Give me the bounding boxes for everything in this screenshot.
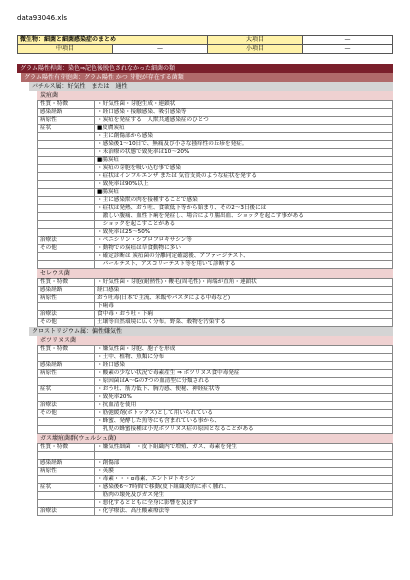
row-key: 病原性 (38, 117, 95, 125)
table-row (38, 394, 393, 402)
table-row (38, 213, 393, 221)
row-value: ・動物での炭疽は草食動物に多い (95, 245, 393, 253)
table-row (38, 149, 393, 157)
row-key: 病原性 (38, 468, 95, 476)
row-key (38, 229, 95, 237)
perfringens-table (37, 443, 393, 516)
anthrax-table (37, 100, 393, 269)
row-value: ・感染後6〜7時間で移動(皮下組織炎的に赤く腫れ、 (95, 484, 393, 492)
band-clostridium: クロストリジウム属：偏性嫌気性 (29, 327, 393, 336)
row-value: ・経口感染・接触感染、吸引感染等 (95, 109, 393, 117)
row-value: ・英膜 (95, 468, 393, 476)
row-value: ■皮膚炭疽 (95, 125, 393, 133)
row-value: ・嫌気性菌・芽胞、胞子を形成 (95, 346, 393, 354)
sheet-title: 微生物：細菌と細菌感染症のまとめ (18, 36, 208, 45)
table-row (38, 287, 393, 295)
row-key (38, 426, 95, 434)
row-key: 治療法 (38, 237, 95, 245)
row-key (38, 133, 95, 141)
row-value: ショックを起こすことがある (95, 221, 393, 229)
row-value: ・化学療法、高圧酸素療法等 (95, 508, 393, 516)
row-value: ・蜂蜜、発酵した魚等にも含まれている事から、 (95, 418, 393, 426)
row-key: その他 (38, 245, 95, 253)
table-row (38, 141, 393, 149)
row-key (38, 500, 95, 508)
row-key (38, 189, 95, 197)
table-row (38, 386, 393, 394)
row-value: ・致死率は90%以上 (95, 181, 393, 189)
row-key: その他 (38, 319, 95, 327)
row-value: 土壌等自然環境に広く分布。野菜、穀物を汚染する (95, 319, 393, 327)
row-value: ・炭疽を発症する 人獣共通感染症のひとつ (95, 117, 393, 125)
row-key: 症状 (38, 386, 95, 394)
row-key: 性質・特徴 (38, 101, 95, 109)
row-value: ・感染後1〜10日で、無痛及び小さな掻痒性の丘疹を発症。 (95, 141, 393, 149)
table-row (38, 452, 393, 460)
row-value: 下痢毒 (95, 303, 393, 311)
row-value: ・主に感染獣の肉を接種することで感染 (95, 197, 393, 205)
header-table (17, 35, 393, 54)
row-value: ■腸炭疽 (95, 189, 393, 197)
table-row (38, 101, 393, 109)
row-value: ・おう吐、筋力低下、胸力感、便秘、神経症状等 (95, 386, 393, 394)
band-gram-positive: グラム陽性桿菌：染色⇒記色後脱色されなかった細菌の類 (17, 64, 393, 73)
table-row (38, 426, 393, 434)
table-row (38, 402, 393, 410)
table-row (38, 279, 393, 287)
row-key (38, 354, 95, 362)
row-key (38, 149, 95, 157)
table-row (38, 508, 393, 516)
row-value: ・致死率は25〜50% (95, 229, 393, 237)
row-key: 症状 (38, 125, 95, 133)
row-key: 治療法 (38, 311, 95, 319)
row-value: ・致死率20% (95, 394, 393, 402)
row-key (38, 394, 95, 402)
row-value: ・抗血清を使用 (95, 402, 393, 410)
row-key: その他 (38, 410, 95, 418)
small-item-label: 小項目 (208, 45, 303, 54)
row-value: 乳児の蜂蜜接種は小児ボツリヌス症の原因となることがある (95, 426, 393, 434)
table-row (38, 476, 393, 484)
row-key (38, 418, 95, 426)
table-row (38, 189, 393, 197)
row-value: 経口感染 (95, 287, 393, 295)
table-row (38, 253, 393, 261)
table-row (38, 362, 393, 370)
table-row (38, 346, 393, 354)
row-key: 感染経路 (38, 460, 95, 468)
table-row (38, 319, 393, 327)
table-row (38, 492, 393, 500)
row-value: おう吐毒(日本で主流、米飯やパスタによる中毒など) (95, 295, 393, 303)
row-key (38, 197, 95, 205)
row-key (38, 476, 95, 484)
band-botulinum: ボツリヌス菌 (37, 336, 393, 345)
row-key: 性質・特徴 (38, 279, 95, 287)
botulinum-table (37, 345, 393, 434)
row-key (38, 261, 95, 269)
table-row (38, 410, 393, 418)
row-value: 激しい腹痛、血性下痢を発症し、場合により腸出血、ショックを起こす事がある (95, 213, 393, 221)
table-row (38, 109, 393, 117)
row-key (38, 181, 95, 189)
band-spore-forming: グラム陽性有芽胞菌：グラム陽性 かつ 芽胞が存在する菌類 (21, 73, 393, 82)
row-value: ・確定診断は 炭疽菌の分離同定確認後、アファージテスト、 (95, 253, 393, 261)
row-value: ・創傷部 (95, 460, 393, 468)
band-cereus: セレウス菌 (37, 269, 393, 278)
row-value: ・経口感染 (95, 362, 393, 370)
row-value: ・症状は発熱、おう吐、食欲低下等から始まり、その2〜3日後には (95, 205, 393, 213)
table-row (38, 484, 393, 492)
table-row (38, 468, 393, 476)
row-key (38, 165, 95, 173)
row-value: ・炭疽の芽胞を吸い込む事で感染 (95, 165, 393, 173)
row-key (38, 303, 95, 311)
cereus-table (37, 278, 393, 327)
row-key (38, 253, 95, 261)
row-key: 感染経路 (38, 362, 95, 370)
mid-item-label: 中項目 (18, 45, 113, 54)
table-row (38, 117, 393, 125)
table-row (38, 173, 393, 181)
table-row (38, 181, 393, 189)
row-key: 治療法 (38, 402, 95, 410)
row-value (95, 452, 393, 460)
row-value: ・原因菌はA〜Gの7つの血清型に分類される (95, 378, 393, 386)
table-row (38, 370, 393, 378)
table-row (38, 303, 393, 311)
row-key (38, 452, 95, 460)
table-row (38, 229, 393, 237)
table-row (38, 237, 393, 245)
row-value: ・悪化するとともに全身に影響を及ぼす (95, 500, 393, 508)
row-key: 病原性 (38, 295, 95, 303)
row-value: ・酸素の少ない状況で毒素産生 ⇒ ボツリヌス食中毒発症 (95, 370, 393, 378)
table-row (38, 165, 393, 173)
table-row (38, 221, 393, 229)
row-key (38, 378, 95, 386)
row-value: ・ペニシリン・シプロフロキサシン等 (95, 237, 393, 245)
row-value: ・主に創傷部から感染 (95, 133, 393, 141)
row-key: 治療法 (38, 508, 95, 516)
row-key: 性質・特徴 (38, 444, 95, 452)
row-value: ■腸炭疽 (95, 157, 393, 165)
band-bacillus: バチルス属：好気性 または 通性 (29, 82, 393, 91)
row-value: ・好気性菌・芽胞生成・連鎖状 (95, 101, 393, 109)
table-row (38, 418, 393, 426)
row-key (38, 157, 95, 165)
large-item-value: — (303, 36, 393, 45)
table-row (38, 205, 393, 213)
row-value: 食中毒・おう吐・下痢 (95, 311, 393, 319)
row-key (38, 173, 95, 181)
row-key: 症状 (38, 484, 95, 492)
row-value: ・筋弛緩剤(ボトックス)として用いられている (95, 410, 393, 418)
mid-item-value: — (113, 45, 208, 54)
row-key: 病原性 (38, 370, 95, 378)
row-key (38, 492, 95, 500)
row-value: ・嫌気性細菌 ・皮下組織内で増殖、ガス、毒素を発生 (95, 444, 393, 452)
small-item-value: — (303, 45, 393, 54)
row-key (38, 213, 95, 221)
row-value: ・未治療の状態で致死率は10〜20% (95, 149, 393, 157)
table-row (38, 261, 393, 269)
table-row (38, 157, 393, 165)
table-row (38, 295, 393, 303)
table-row (38, 245, 393, 253)
table-row (38, 125, 393, 133)
table-row (38, 197, 393, 205)
table-row (38, 460, 393, 468)
file-name: data93046.xls (17, 14, 67, 22)
row-value: ・土中、植物、魚類に分布 (95, 354, 393, 362)
row-value: 筋肉の壊死及びガス発生 (95, 492, 393, 500)
row-value: ・症状はインフルエンザ または 気管支炎のような症状を発する (95, 173, 393, 181)
table-row (38, 378, 393, 386)
table-row (38, 133, 393, 141)
large-item-label: 大項目 (208, 36, 303, 45)
sheet (17, 35, 393, 516)
table-row (38, 354, 393, 362)
row-value: ・好気性菌・芽胞(耐熱性)・鞭毛(周毛性)・両端が直角・連鎖状 (95, 279, 393, 287)
row-key: 感染経路 (38, 287, 95, 295)
table-row (38, 444, 393, 452)
table-row (38, 500, 393, 508)
row-key: 性質・特徴 (38, 346, 95, 354)
row-key: 感染経路 (38, 109, 95, 117)
row-value: ・毒素・・・α毒素、エントロトキシン (95, 476, 393, 484)
row-key (38, 141, 95, 149)
row-key (38, 205, 95, 213)
table-row (38, 311, 393, 319)
band-anthrax: 炭疽菌 (37, 91, 393, 100)
band-perfringens: ガス壊疽菌群(ウェルシュ菌) (37, 434, 393, 443)
row-key (38, 221, 95, 229)
row-value: パールテスト、アスコリーテスト等を用いて診断する (95, 261, 393, 269)
